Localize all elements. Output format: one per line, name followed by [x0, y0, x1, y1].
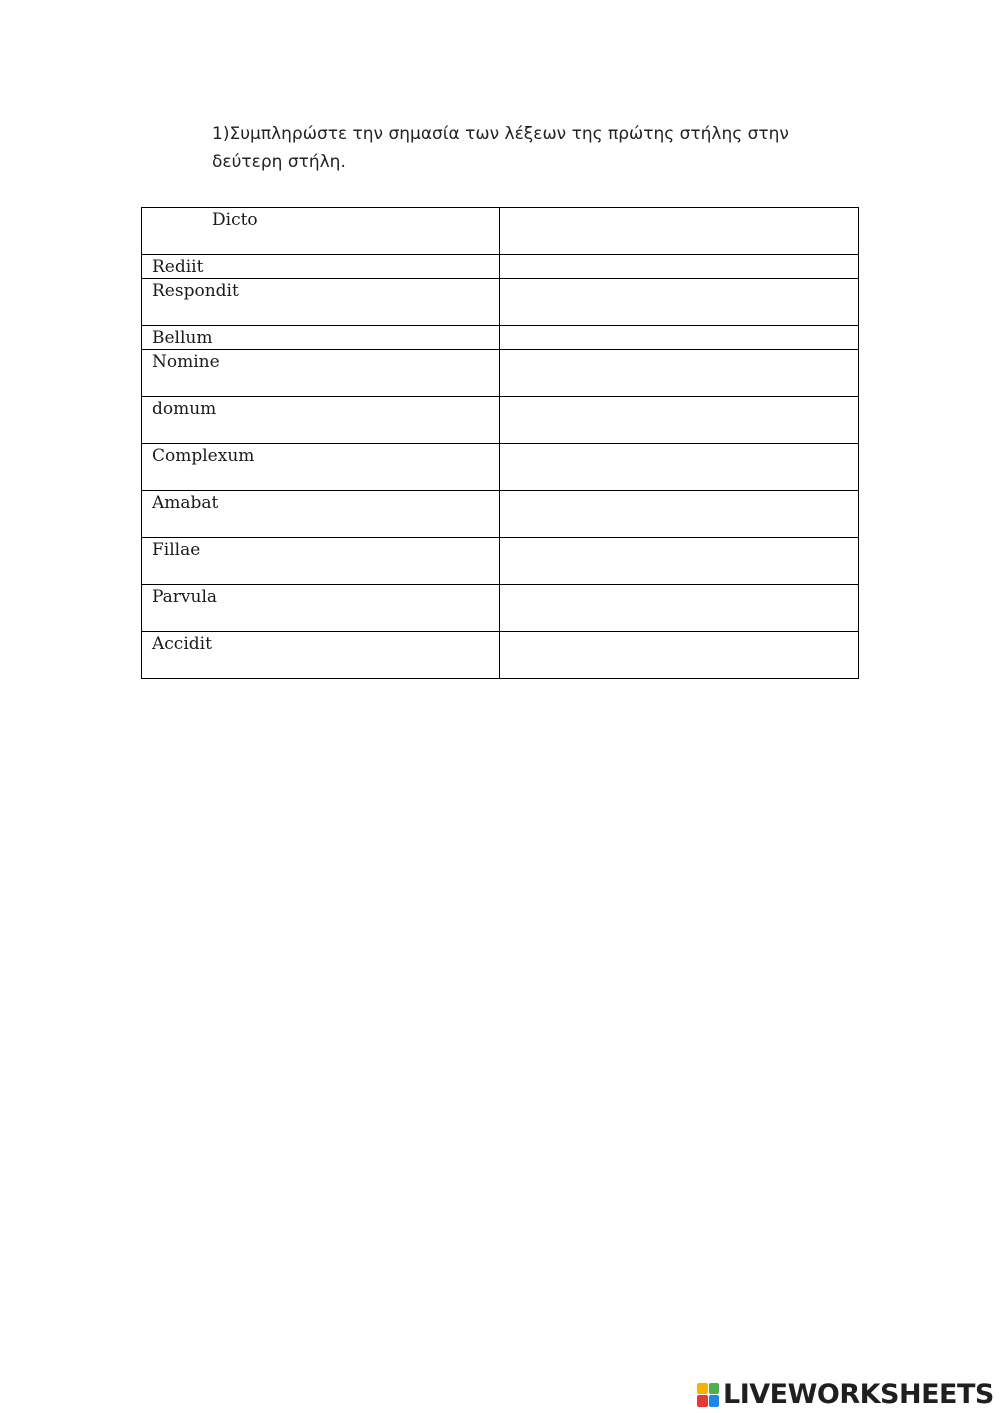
meaning-answer-cell[interactable] — [500, 208, 859, 255]
liveworksheets-logo — [697, 1379, 994, 1410]
latin-word-cell: Dicto — [142, 208, 500, 255]
meaning-answer-cell[interactable] — [500, 397, 859, 444]
logo-square-icon — [697, 1395, 708, 1407]
vocabulary-table — [141, 207, 859, 679]
latin-word-cell: Fillae — [142, 538, 500, 585]
latin-word-cell: Parvula — [142, 585, 500, 632]
meaning-answer-cell[interactable] — [500, 632, 859, 679]
table-row — [142, 585, 859, 632]
latin-word-cell: Complexum — [142, 444, 500, 491]
meaning-answer-cell[interactable] — [500, 491, 859, 538]
liveworksheets-logo-icon — [697, 1383, 719, 1407]
instruction-line-1: 1)Συμπληρώστε την σημασία των λέξεων της πρώτης στήλης στην — [212, 124, 789, 144]
logo-square-icon — [709, 1383, 720, 1395]
table-row — [142, 632, 859, 679]
table-row — [142, 326, 859, 350]
meaning-answer-cell[interactable] — [500, 350, 859, 397]
latin-word-cell: Amabat — [142, 491, 500, 538]
logo-wordmark: LIVEWORKSHEETS — [723, 1379, 994, 1410]
table-row — [142, 279, 859, 326]
latin-word-cell: Respondit — [142, 279, 500, 326]
latin-word-cell: Rediit — [142, 255, 500, 279]
table-row — [142, 350, 859, 397]
table-row — [142, 491, 859, 538]
meaning-answer-cell[interactable] — [500, 326, 859, 350]
logo-square-icon — [697, 1383, 708, 1395]
table-row — [142, 255, 859, 279]
latin-word-cell: Nomine — [142, 350, 500, 397]
logo-square-icon — [709, 1395, 720, 1407]
instruction-text — [212, 120, 822, 176]
meaning-answer-cell[interactable] — [500, 585, 859, 632]
table-row — [142, 397, 859, 444]
latin-word-cell: Accidit — [142, 632, 500, 679]
meaning-answer-cell[interactable] — [500, 279, 859, 326]
latin-word-cell: domum — [142, 397, 500, 444]
meaning-answer-cell[interactable] — [500, 255, 859, 279]
meaning-answer-cell[interactable] — [500, 538, 859, 585]
meaning-answer-cell[interactable] — [500, 444, 859, 491]
table-row — [142, 538, 859, 585]
table-row — [142, 444, 859, 491]
instruction-line-2: δεύτερη στήλη. — [212, 152, 346, 172]
table-row — [142, 208, 859, 255]
latin-word-cell: Bellum — [142, 326, 500, 350]
